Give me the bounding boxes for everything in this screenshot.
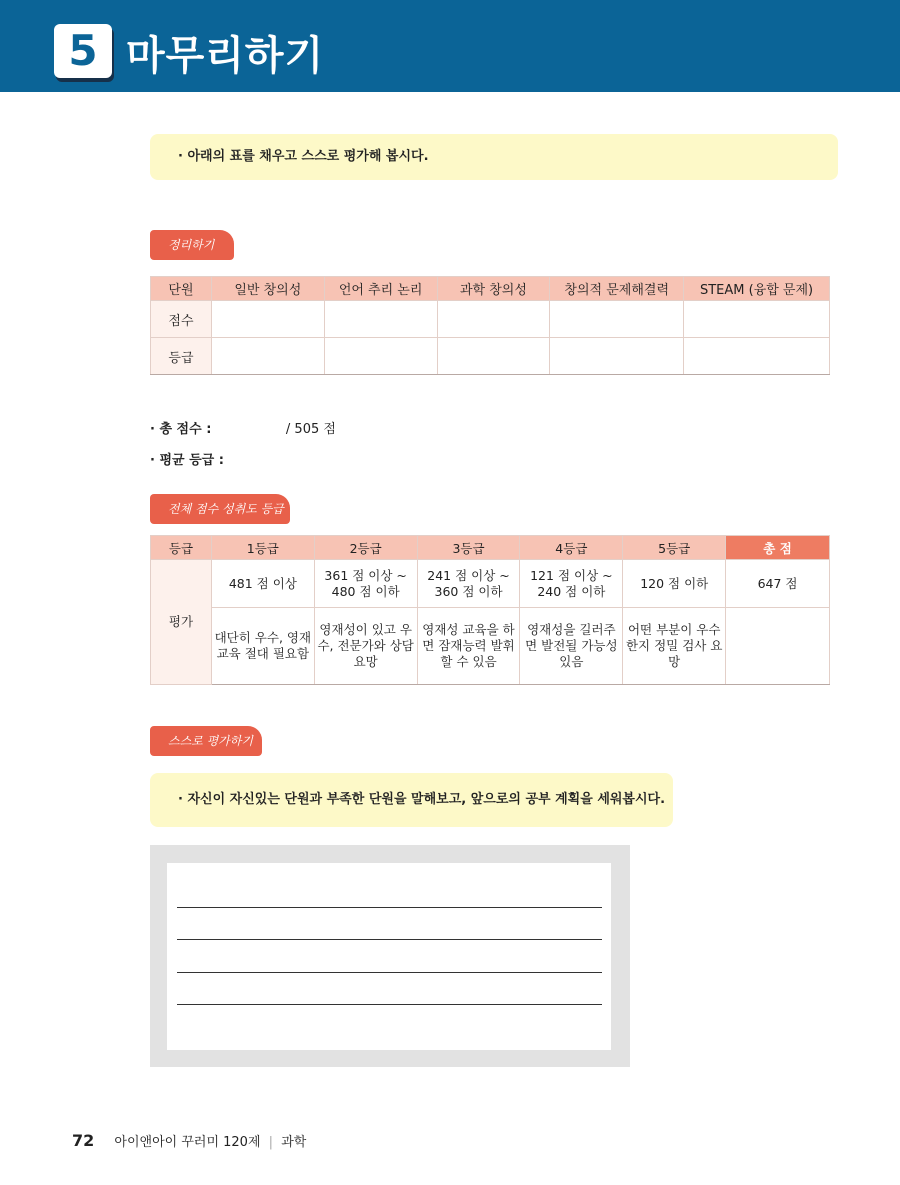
grade-cell[interactable]: [211, 338, 324, 375]
column-header: 과학 창의성: [437, 277, 550, 301]
description-cell: 영재성을 길러주면 발전될 가능성 있음: [520, 608, 623, 685]
page-header: [0, 0, 900, 92]
grade-cell[interactable]: [684, 338, 830, 375]
column-header: 언어 추리 논리: [324, 277, 437, 301]
score-range-cell: 121 점 이상 ~ 240 점 이하: [520, 560, 623, 608]
self-evaluation-tag: 스스로 평가하기: [150, 726, 262, 756]
total-score-label: · 총 점수 :: [150, 422, 212, 437]
description-cell: 영재성 교육을 하면 잠재능력 발휘할 수 있음: [417, 608, 520, 685]
section-number-badge: 5: [54, 24, 112, 78]
writing-line: [177, 1004, 602, 1005]
column-header: 일반 창의성: [211, 277, 324, 301]
description-cell: 어떤 부분이 우수한지 정밀 검사 요망: [623, 608, 726, 685]
grades-table: [150, 535, 830, 685]
column-header-total: 총 점: [726, 536, 830, 560]
average-grade-label: · 평균 등급 :: [150, 453, 224, 468]
table-row: [151, 338, 830, 375]
row-header: 평가: [151, 560, 212, 685]
writing-line: [177, 907, 602, 908]
self-evaluation-note: · 자신이 자신있는 단원과 부족한 단원을 말해보고, 앞으로의 공부 계획을 세워봅시다.: [150, 773, 673, 827]
column-header: 2등급: [314, 536, 417, 560]
writing-line: [177, 939, 602, 940]
row-header: 등급: [151, 338, 212, 375]
score-range-cell: 120 점 이하: [623, 560, 726, 608]
grade-cell[interactable]: [437, 338, 550, 375]
description-cell: 대단히 우수, 영재교육 절대 필요함: [211, 608, 314, 685]
book-title: 아이앤아이 꾸러미 120제: [114, 1135, 261, 1150]
total-score-suffix: / 505 점: [285, 422, 336, 437]
score-cell[interactable]: [684, 301, 830, 338]
column-header: 단원: [151, 277, 212, 301]
table-row: [151, 608, 830, 685]
column-header: 5등급: [623, 536, 726, 560]
grade-cell[interactable]: [324, 338, 437, 375]
page-number: 72: [72, 1131, 95, 1150]
score-cell[interactable]: [437, 301, 550, 338]
column-header: 창의적 문제해결력: [550, 277, 684, 301]
column-header: 등급: [151, 536, 212, 560]
description-cell: 영재성이 있고 우수, 전문가와 상담 요망: [314, 608, 417, 685]
score-cell[interactable]: [324, 301, 437, 338]
column-header: 1등급: [211, 536, 314, 560]
total-score-line: [150, 418, 336, 437]
table-row: [151, 560, 830, 608]
summary-table: [150, 276, 830, 375]
score-range-cell: 481 점 이상: [211, 560, 314, 608]
total-score-cell: 647 점: [726, 560, 830, 608]
writing-area[interactable]: [167, 863, 611, 1050]
grades-section-tag: 전체 점수 성취도 등급: [150, 494, 290, 524]
score-range-cell: 241 점 이상 ~ 360 점 이하: [417, 560, 520, 608]
page-footer: [72, 1131, 306, 1150]
column-header: 3등급: [417, 536, 520, 560]
writing-box: [150, 845, 630, 1067]
description-cell: [726, 608, 830, 685]
footer-divider: |: [268, 1135, 274, 1150]
page-title: 마무리하기: [126, 33, 325, 79]
grade-cell[interactable]: [550, 338, 684, 375]
row-header: 점수: [151, 301, 212, 338]
average-grade-line: [150, 449, 224, 468]
column-header: STEAM (융합 문제): [684, 277, 830, 301]
subject-label: 과학: [281, 1135, 307, 1150]
writing-line: [177, 972, 602, 973]
score-cell[interactable]: [211, 301, 324, 338]
score-cell[interactable]: [550, 301, 684, 338]
column-header: 4등급: [520, 536, 623, 560]
intro-note: · 아래의 표를 채우고 스스로 평가해 봅시다.: [150, 134, 838, 180]
table-row: [151, 301, 830, 338]
summary-section-tag: 정리하기: [150, 230, 234, 260]
score-range-cell: 361 점 이상 ~ 480 점 이하: [314, 560, 417, 608]
